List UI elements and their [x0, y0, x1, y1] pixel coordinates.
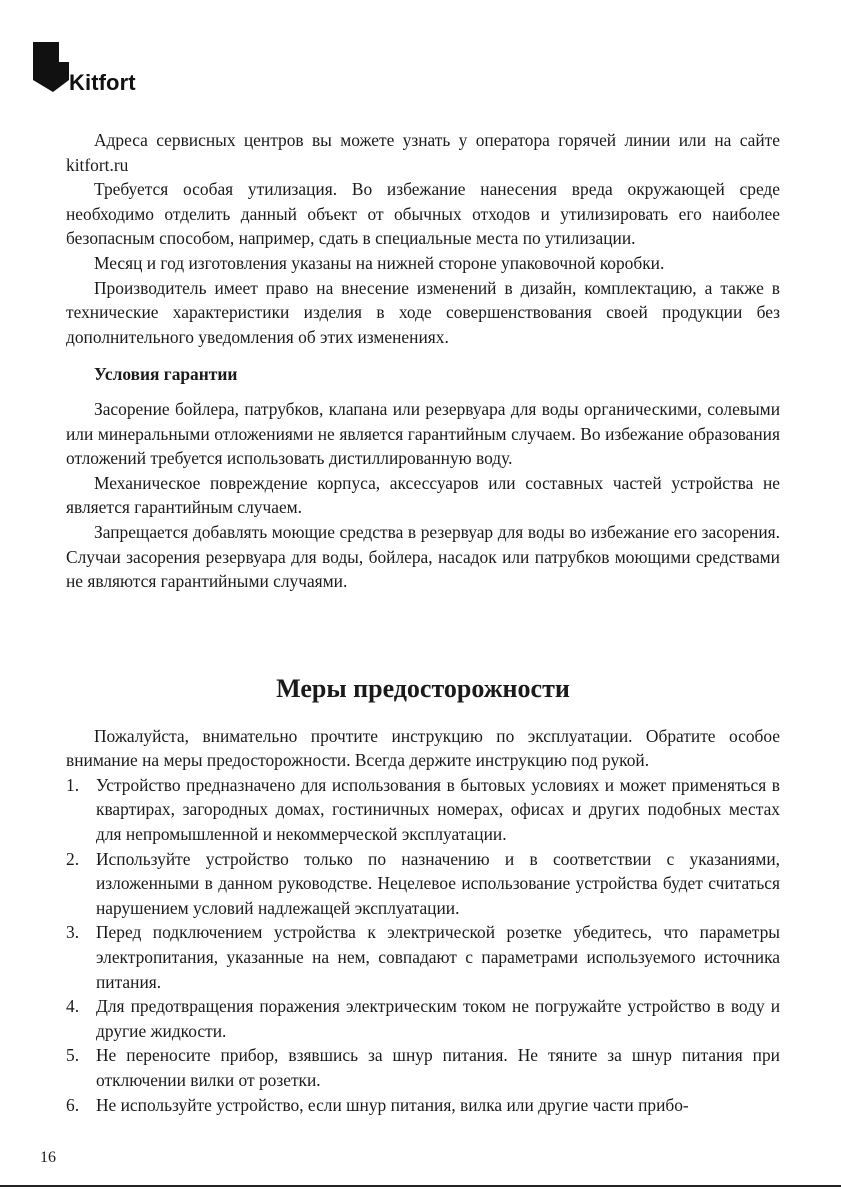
- warranty-paragraph: Запрещается добавлять моющие средства в резервуар для воды во избежание его засорения. Случаи засорения резервуара для воды, бойлера, насадок или патрубков моющими средствами не являются гарантийными случаями.: [66, 521, 780, 592]
- list-item: [66, 773, 780, 847]
- list-item-text: Устройство предназначено для использования в бытовых условиях и может применяться в квартирах, загородных домах, гостиничных номерах, офисах и других подобных местах для непромышленной и некоммерческой эксплуатации.: [96, 774, 780, 845]
- list-item: [66, 920, 780, 994]
- disposal-paragraph: Требуется особая утилизация. Во избежание нанесения вреда окружающей среде необходимо отделить данный объект от обычных отходов и утилизировать его наиболее безопасным способом, например, сдать в специальные места по утилизации.: [66, 179, 780, 249]
- manufacturer-rights-paragraph: Производитель имеет право на внесение изменений в дизайн, комплектацию, а также в технические характеристики изделия в ходе совершенствования своей продукции без дополнительного уведомления об этих изменениях.: [66, 277, 780, 347]
- warranty-heading: Условия гарантии: [94, 364, 238, 385]
- list-item: [66, 1093, 780, 1118]
- list-item-number: 2.: [66, 848, 80, 869]
- page-content: [66, 128, 780, 1117]
- list-item: [66, 1043, 780, 1092]
- warranty-paragraph: Засорение бойлера, патрубков, клапана или резервуара для воды органическими, солевыми или минеральными отложениями не является гарантийным случаем. Во избежание образования отложений требуется использовать дистиллированную воду.: [66, 398, 780, 469]
- precautions-title: Меры предосторожности: [276, 673, 570, 703]
- precautions-intro: Пожалуйста, внимательно прочтите инструкцию по эксплуатации. Обратите особое внимание на меры предосторожности. Всегда держите инструкцию под рукой.: [66, 725, 780, 771]
- list-item-text: Не переносите прибор, взявшись за шнур питания. Не тяните за шнур питания при отключении вилки от розетки.: [96, 1045, 780, 1090]
- list-item-number: 5.: [66, 1045, 80, 1066]
- list-item-text: Перед подключением устройства к электрической розетке убедитесь, что параметры электропитания, указанные на нем, совпадают с параметрами используемого источника питания.: [96, 922, 780, 992]
- list-item-text: Не используйте устройство, если шнур питания, вилка или другие части прибо-: [96, 1094, 689, 1115]
- page-number: 16: [40, 1149, 56, 1166]
- manufacture-date-paragraph: Месяц и год изготовления указаны на нижней стороне упаковочной коробки.: [94, 252, 665, 273]
- list-item-text: Используйте устройство только по назначению и в соответствии с указаниями, изложенными в данном руководстве. Нецелевое использование устройства будет считаться нарушением условий надлежащей эксплуатации.: [96, 848, 780, 918]
- list-item: [66, 994, 780, 1043]
- list-item-number: 1.: [66, 774, 80, 795]
- list-item: [66, 847, 780, 921]
- list-item-number: 3.: [66, 922, 80, 943]
- brand-name: Kitfort: [69, 70, 136, 95]
- list-item-text: Для предотвращения поражения электрическим током не погружайте устройство в воду и другие жидкости.: [96, 996, 780, 1041]
- kitfort-logo-icon: [31, 40, 71, 92]
- list-item-number: 6.: [66, 1094, 80, 1115]
- kitfort-logo: [31, 40, 171, 96]
- warranty-paragraph: Механическое повреждение корпуса, аксессуаров или составных частей устройства не является гарантийным случаем.: [66, 472, 780, 518]
- precautions-list: [66, 773, 780, 1117]
- list-item-number: 4.: [66, 996, 80, 1017]
- page-bottom-rule: [0, 1185, 841, 1187]
- service-centers-paragraph: Адреса сервисных центров вы можете узнать у оператора горячей линии или на сайте kitfort.ru: [66, 130, 780, 175]
